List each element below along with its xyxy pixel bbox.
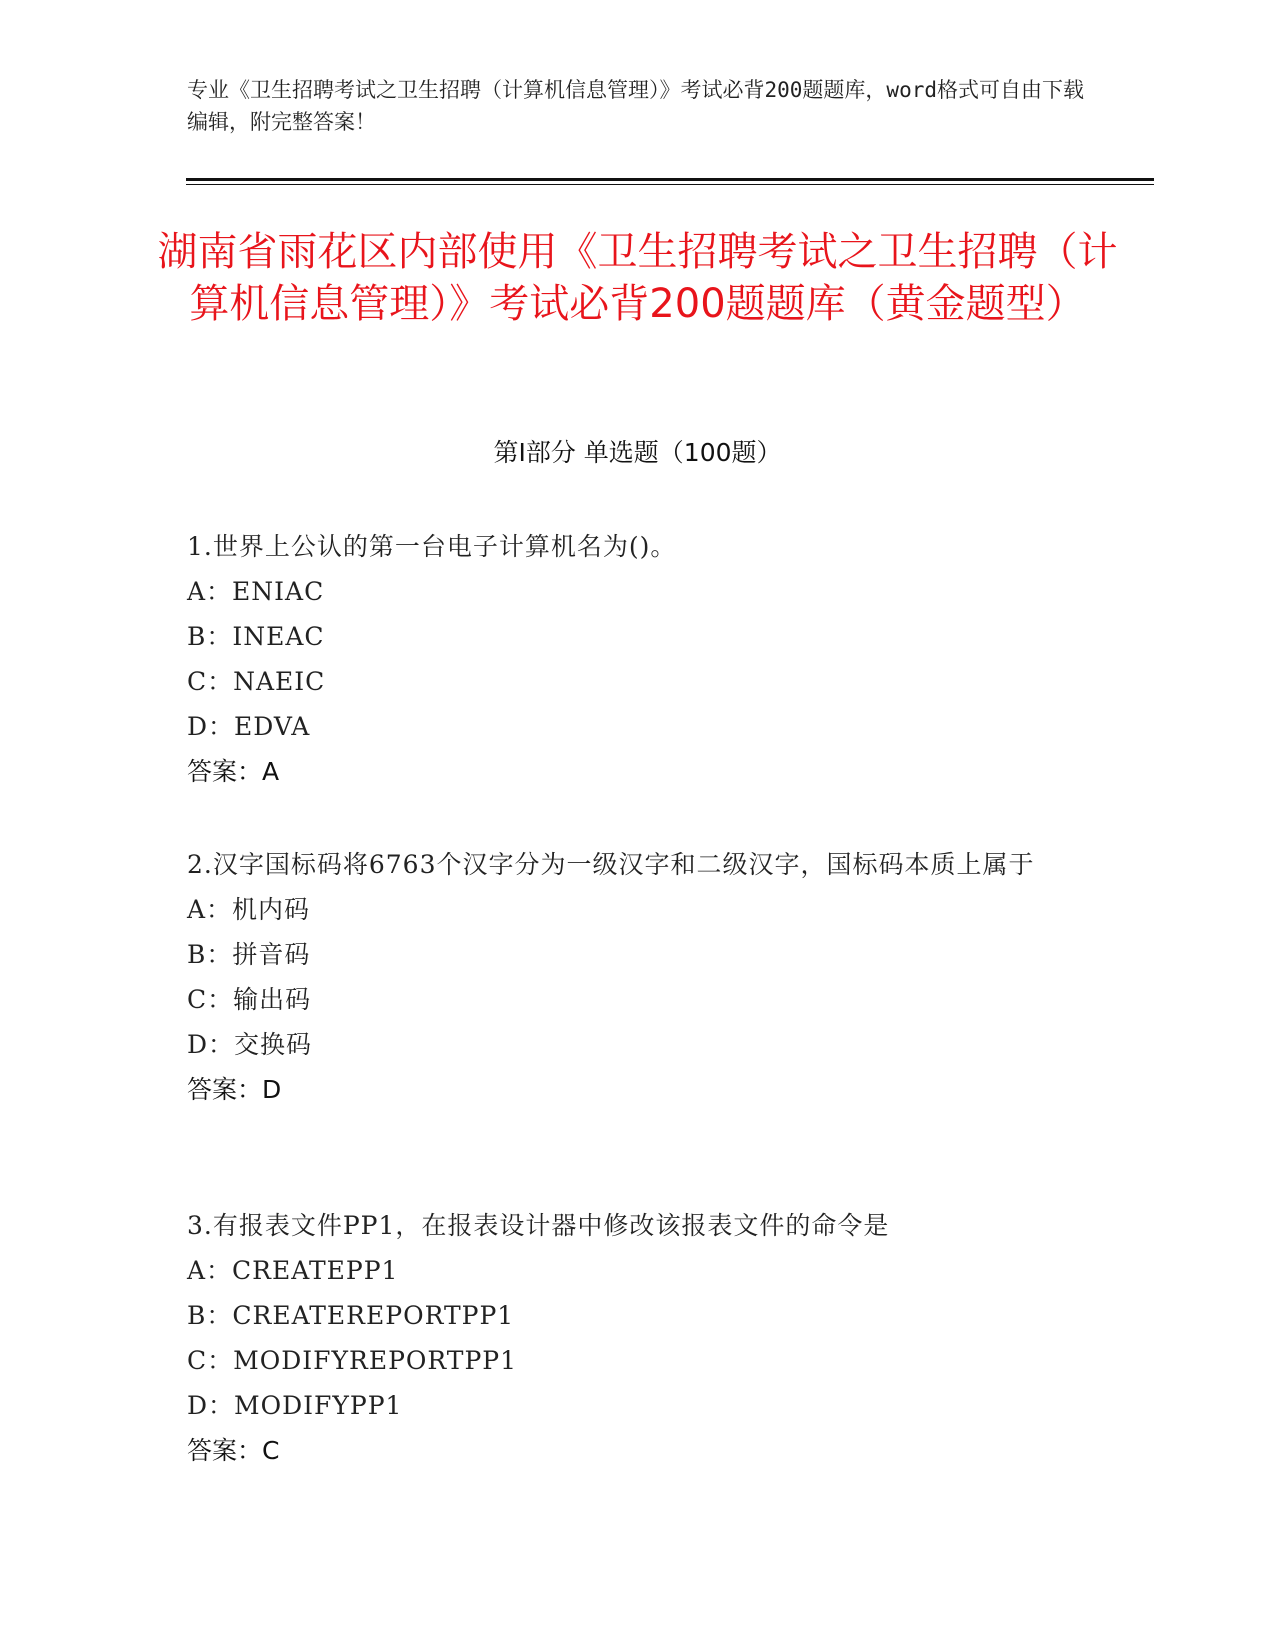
option-a: A：CREATEPP1 xyxy=(187,1256,399,1285)
header-rule-thin xyxy=(186,184,1154,185)
question-2 xyxy=(187,843,1087,1112)
question-stem: 2.汉字国标码将6763个汉字分为一级汉字和二级汉字，国标码本质上属于 xyxy=(187,850,1035,879)
option-c: C：NAEIC xyxy=(187,667,326,696)
option-d: D：MODIFYPP1 xyxy=(187,1391,403,1420)
option-a: A：机内码 xyxy=(187,895,311,924)
option-d: D：交换码 xyxy=(187,1030,313,1059)
answer: 答案：A xyxy=(187,757,280,786)
question-stem: 1.世界上公认的第一台电子计算机名为()。 xyxy=(187,532,677,561)
option-b: B：INEAC xyxy=(187,622,325,651)
option-c: C：输出码 xyxy=(187,985,312,1014)
answer: 答案：C xyxy=(187,1436,280,1465)
header-note: 专业《卫生招聘考试之卫生招聘（计算机信息管理）》考试必背200题题库，word格式可自由下载编辑，附完整答案！ xyxy=(187,78,1084,134)
option-d: D：EDVA xyxy=(187,712,311,741)
question-stem: 3.有报表文件PP1，在报表设计器中修改该报表文件的命令是 xyxy=(187,1211,890,1240)
option-b: B：CREATEREPORTPP1 xyxy=(187,1301,515,1330)
option-a: A：ENIAC xyxy=(187,577,325,606)
header-rule-thick xyxy=(186,178,1154,181)
option-b: B：拼音码 xyxy=(187,940,311,969)
question-1 xyxy=(187,525,1087,794)
question-3 xyxy=(187,1204,1087,1473)
section-title: 第Ⅰ部分 单选题（100题） xyxy=(493,438,782,467)
document-title: 湖南省雨花区内部使用《卫生招聘考试之卫生招聘（计算机信息管理）》考试必背200题题库（黄金题型） xyxy=(157,229,1118,327)
option-c: C：MODIFYREPORTPP1 xyxy=(187,1346,517,1375)
answer: 答案：D xyxy=(187,1075,282,1104)
